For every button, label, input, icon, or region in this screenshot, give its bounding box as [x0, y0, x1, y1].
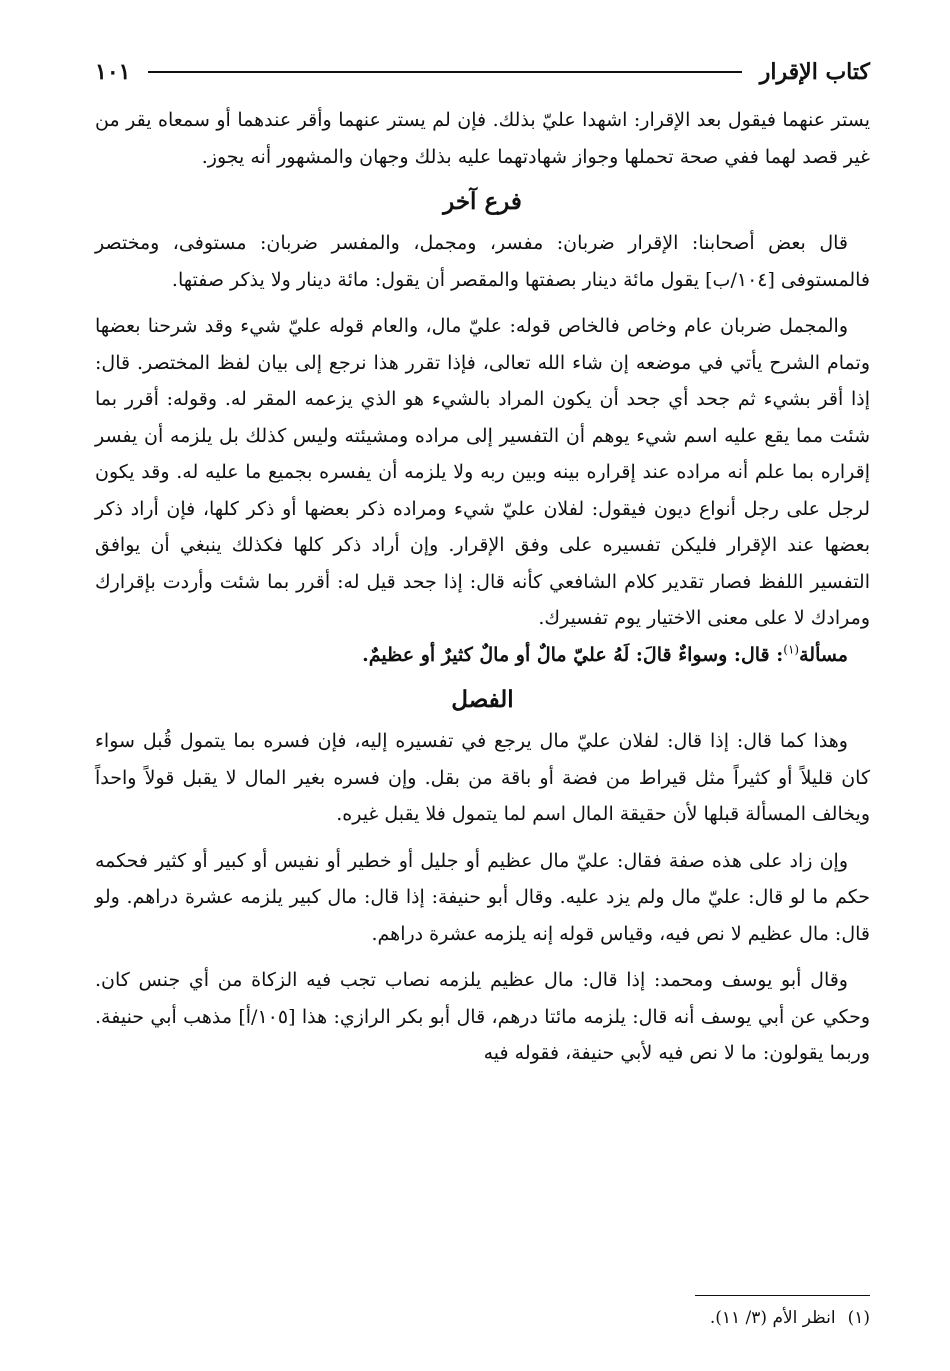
masala-label: مسألة [799, 643, 848, 666]
paragraph-5: وإن زاد على هذه صفة فقال: عليّ مال عظيم أو جليل أو خطير أو نفيس أو كبير أو كثير فحكمه حكم ما لو قال: عليّ مال ولم يزد عليه. وقال أبو حنيفة: إذا قال: مال كبير يلزمه عشرة دراهم. ولو قال: مال عظيم لا نص فيه، وقياس قوله إنه يلزمه عشرة دراهم. [95, 849, 870, 945]
section-heading-2: الفصل [451, 686, 514, 713]
body-text [95, 102, 870, 1072]
section-heading-1: فرع آخر [443, 188, 522, 215]
footnote-number: (١) [847, 1308, 870, 1328]
book-page [95, 52, 870, 1352]
paragraph-6: وقال أبو يوسف ومحمد: إذا قال: مال عظيم يلزمه نصاب تجب فيه الزكاة من أي جنس كان. وحكي عن أبي يوسف أنه قال: يلزمه مائتا درهم، قال أبو بكر الرازي: هذا [١٠٥/أ] مذهب أبي حنيفة. وربما يقولون: ما لا نص فيه لأبي حنيفة، فقوله فيه [95, 969, 870, 1064]
paragraph-2: قال بعض أصحابنا: الإقرار ضربان: مفسر، ومجمل، والمفسر ضربان: مستوفى، ومختصر فالمستوفى [١٠٤/ب] يقول مائة دينار بصفتها والمقصر أن يقول: مائة دينار ولا يذكر صفتها. [95, 232, 870, 291]
footnote-text: انظر الأم (٣/ ١١). [709, 1308, 836, 1328]
running-header [95, 52, 870, 92]
paragraph-4: وهذا كما قال: إذا قال: لفلان عليّ مال يرجع في تفسيره إليه، فإن فسره بما يتمول قُبل سواء كان قليلاً أو كثيراً مثل قيراط من فضة أو باقة من بقل. وإن فسره بغير المال لا يقبل قولاً واحداً ويخالف المسألة قبلها لأن حقيقة المال اسم لما يتمول فلا يقبل غيره. [95, 730, 870, 825]
paragraph-1: يستر عنهما فيقول بعد الإقرار: اشهدا عليّ بذلك. فإن لم يستر عنهما وأقر عندهما أو سمعاه يقر من غير قصد لهما ففي صحة تحملها وجواز شهادتهما عليه بذلك وجهان والمشهور أنه يجوز. [95, 109, 870, 168]
footnote [710, 1304, 870, 1332]
masala-text: : قال: وسواءٌ قالَ: لَهُ عليّ مالٌ أو مالٌ كثيرٌ أو عظيمٌ. [362, 643, 784, 666]
footnote-rule [695, 1295, 870, 1296]
book-title: كتاب الإقرار [759, 59, 870, 85]
page-number: ١٠١ [95, 59, 131, 85]
masala-line [95, 637, 870, 674]
footnote-reference: (١) [783, 642, 800, 657]
paragraph-3: والمجمل ضربان عام وخاص فالخاص قوله: عليّ مال، والعام قوله عليّ شيء وقد شرحنا بعضها وتمام الشرح يأتي في موضعه إن شاء الله تعالى، فإذا تقرر هذا نرجع إلى بيان لفظ المختصر. قال: إذا أقر بشيء ثم جحد أي جحد أن يكون المراد بالشيء هو الذي يزعمه المقر له. وقوله: أقرر بما شئت مما يقع عليه اسم شيء يوهم أن التفسير إلى مراده ومشيئته وليس كذلك بل يلزمه أن يفسر إقراره بما علم أنه مراده عند إقراره بينه وبين ربه ولا يلزمه أن يفسره بجميع ما عليه له. وقد يكون لرجل على رجل أنواع ديون فيقول: لفلان عليّ شيء ومراده ذكر بعضها أو ذكر كلها، فإن أراد ذكر بعضها عند الإقرار فليكن تفسيره على وفق الإقرار. وإن أراد ذكر كلها فكذلك ينبغي أن يوافق التفسير اللفظ فصار تقدير كلام الشافعي كأنه قال: إذا جحد قيل له: أقرر بما شئت وأردت بإقرارك ومرادك لا على معنى الاختيار يوم تفسيرك. [95, 315, 870, 629]
header-rule [148, 71, 741, 73]
